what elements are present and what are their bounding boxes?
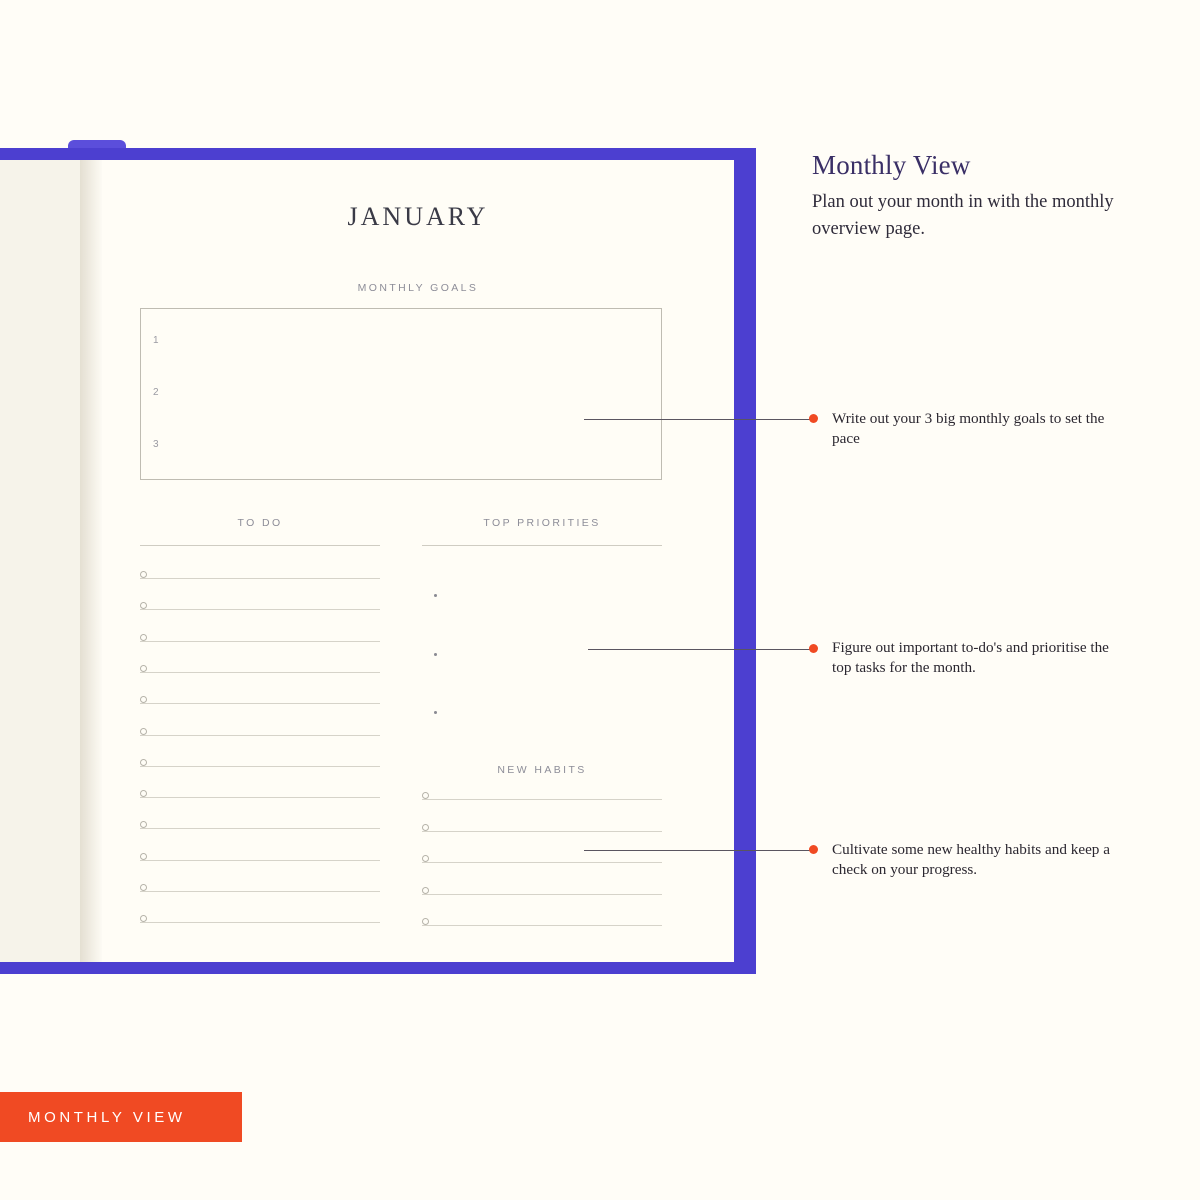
todo-checkbox-circle[interactable] — [140, 696, 147, 703]
todo-writing-line — [140, 609, 380, 610]
monthly-goals-label: MONTHLY GOALS — [357, 282, 479, 294]
habit-writing-line — [422, 925, 662, 926]
goal-number-1: 1 — [153, 335, 159, 346]
todo-writing-line — [140, 891, 380, 892]
page-subtitle: Plan out your month in with the monthly overview page. — [812, 192, 1114, 240]
todo-checkbox-circle[interactable] — [140, 853, 147, 860]
habit-checkbox-circle[interactable] — [422, 855, 429, 862]
priority-bullet[interactable] — [434, 594, 437, 597]
footer-tag — [0, 1092, 242, 1142]
callout-text-3: Cultivate some new healthy habits and keep a check on your progress. — [832, 841, 1110, 878]
habit-writing-line — [422, 894, 662, 895]
top-priorities-label: TOP PRIORITIES — [483, 517, 601, 529]
month-title: JANUARY — [347, 202, 489, 231]
todo-label: TO DO — [237, 517, 283, 529]
goal-number-3: 3 — [153, 439, 159, 450]
priorities-header-rule — [422, 545, 662, 546]
priority-bullet[interactable] — [434, 711, 437, 714]
todo-checkbox-circle[interactable] — [140, 571, 147, 578]
todo-writing-line — [140, 860, 380, 861]
habit-writing-line — [422, 862, 662, 863]
todo-writing-line — [140, 766, 380, 767]
habit-writing-line — [422, 799, 662, 800]
planner-spine-shadow — [80, 160, 102, 962]
todo-writing-line — [140, 828, 380, 829]
callout-dot-3 — [809, 845, 818, 854]
todo-header-rule — [140, 545, 380, 546]
todo-writing-line — [140, 672, 380, 673]
callout-leader-line-3 — [584, 850, 812, 851]
callout-leader-line-2 — [588, 649, 812, 650]
todo-writing-line — [140, 735, 380, 736]
todo-checkbox-circle[interactable] — [140, 728, 147, 735]
todo-checkbox-circle[interactable] — [140, 915, 147, 922]
annotation-panel — [812, 150, 1168, 244]
monthly-view-page — [102, 160, 734, 962]
callout-dot-2 — [809, 644, 818, 653]
todo-checkbox-circle[interactable] — [140, 665, 147, 672]
todo-checkbox-circle[interactable] — [140, 790, 147, 797]
todo-checkbox-circle[interactable] — [140, 602, 147, 609]
planner-left-page — [0, 160, 80, 962]
callout-text-2: Figure out important to-do's and prioritise the top tasks for the month. — [832, 639, 1109, 676]
todo-writing-line — [140, 797, 380, 798]
monthly-goals-box[interactable] — [140, 308, 662, 480]
callout-dot-1 — [809, 414, 818, 423]
habit-checkbox-circle[interactable] — [422, 792, 429, 799]
todo-writing-line — [140, 641, 380, 642]
planner-right-page — [102, 160, 734, 962]
todo-writing-line — [140, 922, 380, 923]
habit-writing-line — [422, 831, 662, 832]
todo-checkbox-circle[interactable] — [140, 821, 147, 828]
todo-checkbox-circle[interactable] — [140, 759, 147, 766]
todo-writing-line — [140, 703, 380, 704]
habit-checkbox-circle[interactable] — [422, 918, 429, 925]
habit-checkbox-circle[interactable] — [422, 887, 429, 894]
page-title: Monthly View — [812, 150, 971, 180]
footer-tag-label: MONTHLY VIEW — [28, 1108, 186, 1126]
goal-number-2: 2 — [153, 387, 159, 398]
todo-checkbox-circle[interactable] — [140, 634, 147, 641]
todo-checkbox-circle[interactable] — [140, 884, 147, 891]
todo-writing-line — [140, 578, 380, 579]
new-habits-label: NEW HABITS — [497, 764, 587, 776]
callout-leader-line-1 — [584, 419, 812, 420]
callout-text-1: Write out your 3 big monthly goals to set the pace — [832, 410, 1105, 447]
priority-bullet[interactable] — [434, 653, 437, 656]
habit-checkbox-circle[interactable] — [422, 824, 429, 831]
